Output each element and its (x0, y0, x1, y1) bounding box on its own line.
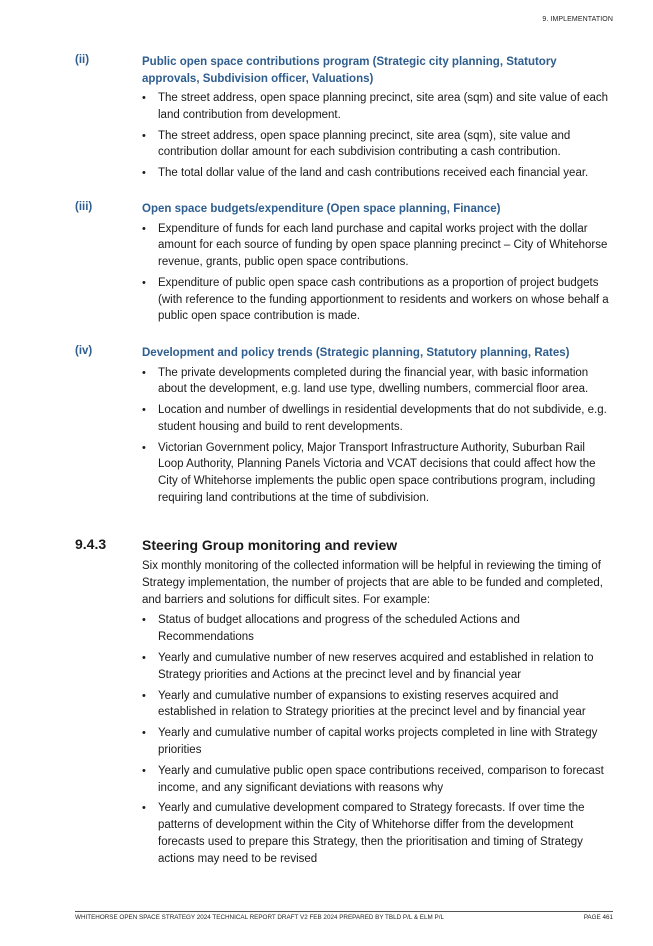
list-item: • Yearly and cumulative number of expansions to existing reserves acquired and established in relation to Strategy priorities at the precinct level and by financial year (142, 688, 613, 722)
list-item: • Expenditure of public open space cash contributions as a proportion of project budgets (with reference to the funding apportionment to residents and workers on whose behalf a public open space contribution is made. (142, 275, 613, 325)
list-item: • The private developments completed during the financial year, with basic information about the development, e.g. land use type, dwelling numbers, commercial floor area. (142, 365, 613, 399)
section-iii (75, 201, 613, 329)
intro-paragraph: Six monthly monitoring of the collected information will be helpful in reviewing the timing of Strategy implementation, the number of projects that are able to be funded and completed, and barriers and solutions for difficult sites. For example: (142, 560, 603, 606)
list-item: • Status of budget allocations and progress of the scheduled Actions and Recommendations (142, 612, 613, 646)
list-item: • Location and number of dwellings in residential developments that do not subdivide, e.g. student housing and build to rent developments. (142, 402, 613, 436)
section-number: 9.4.3 (75, 536, 107, 552)
section-title: Steering Group monitoring and review (142, 537, 398, 553)
section-9-4-3 (75, 536, 613, 872)
bullet-list (142, 612, 613, 867)
list-item: • Yearly and cumulative public open space contributions received, comparison to forecast income, and any significant deviations with reasons why (142, 763, 613, 797)
bullet-list (142, 221, 613, 326)
list-item: • The street address, open space planning precinct, site area (sqm) and site value of each land contribution from development. (142, 90, 613, 124)
section-heading: Development and policy trends (Strategic planning, Statutory planning, Rates) (142, 347, 570, 359)
section-heading: Public open space contributions program (Strategic city planning, Statutory approvals, Subdivision officer, Valuations) (142, 56, 557, 85)
list-item: • Yearly and cumulative development compared to Strategy forecasts. If over time the patterns of development within the City of Whitehorse differ from the development forecasts used to prepare this Strategy, then the prioritisation and timing of Strategy actions may need to be revised (142, 800, 613, 867)
bullet-list (142, 365, 613, 507)
section-number: (ii) (75, 54, 90, 66)
bullet-list (142, 90, 613, 182)
page-number: PAGE 461 (583, 914, 613, 921)
section-iv (75, 345, 613, 511)
list-item: • Victorian Government policy, Major Transport Infrastructure Authority, Suburban Rail Loop Authority, Planning Panels Victoria and VCAT decisions that could affect how the City of Whitehorse implements the public open space contributions program, including requiring land contributions at the time of subdivision. (142, 440, 613, 507)
list-item: • The total dollar value of the land and cash contributions received each financial year. (142, 165, 613, 182)
section-number: (iii) (75, 201, 93, 213)
section-heading: Open space budgets/expenditure (Open space planning, Finance) (142, 203, 501, 215)
footer-document-info: WHITEHORSE OPEN SPACE STRATEGY 2024 TECHNICAL REPORT DRAFT V2 FEB 2024 PREPARED BY TBLD P/L & ELM P/L (75, 914, 444, 921)
list-item: • Yearly and cumulative number of capital works projects completed in line with Strategy priorities (142, 725, 613, 759)
section-ii (75, 54, 613, 186)
list-item: • Expenditure of funds for each land purchase and capital works project with the dollar amount for each source of funding by open space planning precinct – City of Whitehorse revenue, grants, public open space contributions. (142, 221, 613, 271)
section-number: (iv) (75, 345, 93, 357)
list-item: • Yearly and cumulative number of new reserves acquired and established in relation to Strategy priorities and Actions at the precinct level and by financial year (142, 650, 613, 684)
footer-divider (75, 911, 613, 912)
running-head: 9. IMPLEMENTATION (542, 16, 613, 23)
list-item: • The street address, open space planning precinct, site area (sqm), site value and contribution dollar amount for each subdivision contributing a cash contribution. (142, 128, 613, 162)
